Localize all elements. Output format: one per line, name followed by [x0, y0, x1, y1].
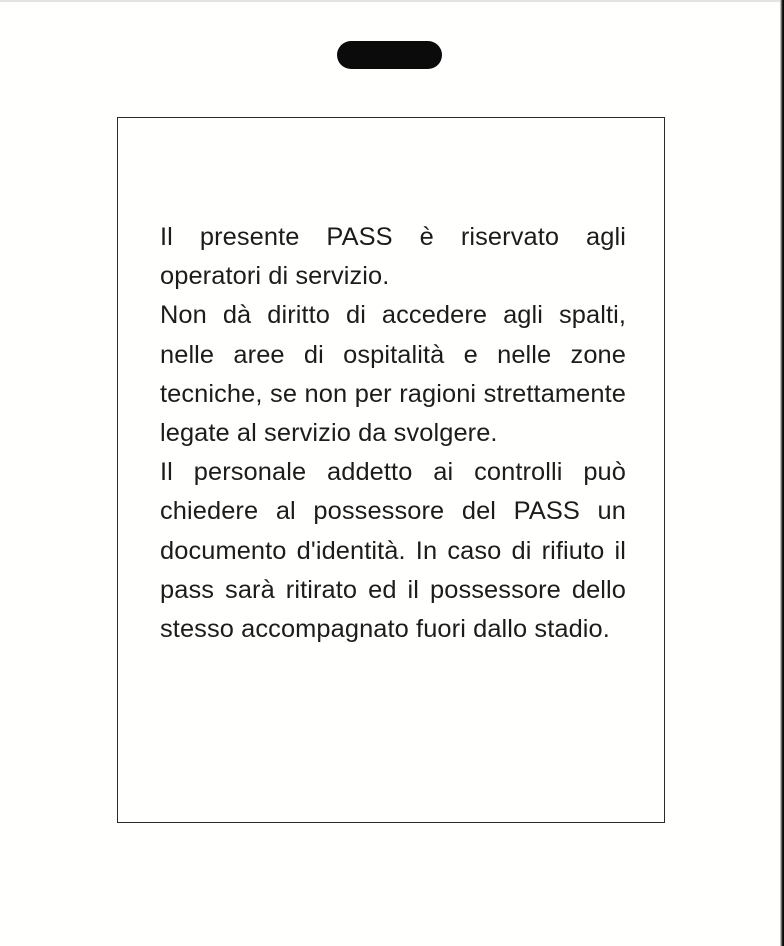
card-right-edge — [780, 0, 784, 946]
paragraph-access-restrictions: Non dà diritto di accedere agli spalti, nelle aree di ospitalità e nelle zone tecniche, se non per ragioni strettamente legate al servizio da svolgere. — [160, 301, 626, 448]
paragraph-reserved-pass: Il presente PASS è riservato agli operatori di servizio. — [160, 223, 626, 291]
card-top-edge — [0, 0, 784, 2]
lanyard-slot — [337, 41, 442, 69]
paragraph-identity-check: Il personale addetto ai controlli può chiedere al possessore del PASS un documento d'identità. In caso di rifiuto il pass sarà ritirato ed il possessore dello stesso accompagnato fuori dallo stadio. — [160, 458, 626, 644]
pass-rules-text — [160, 218, 626, 649]
